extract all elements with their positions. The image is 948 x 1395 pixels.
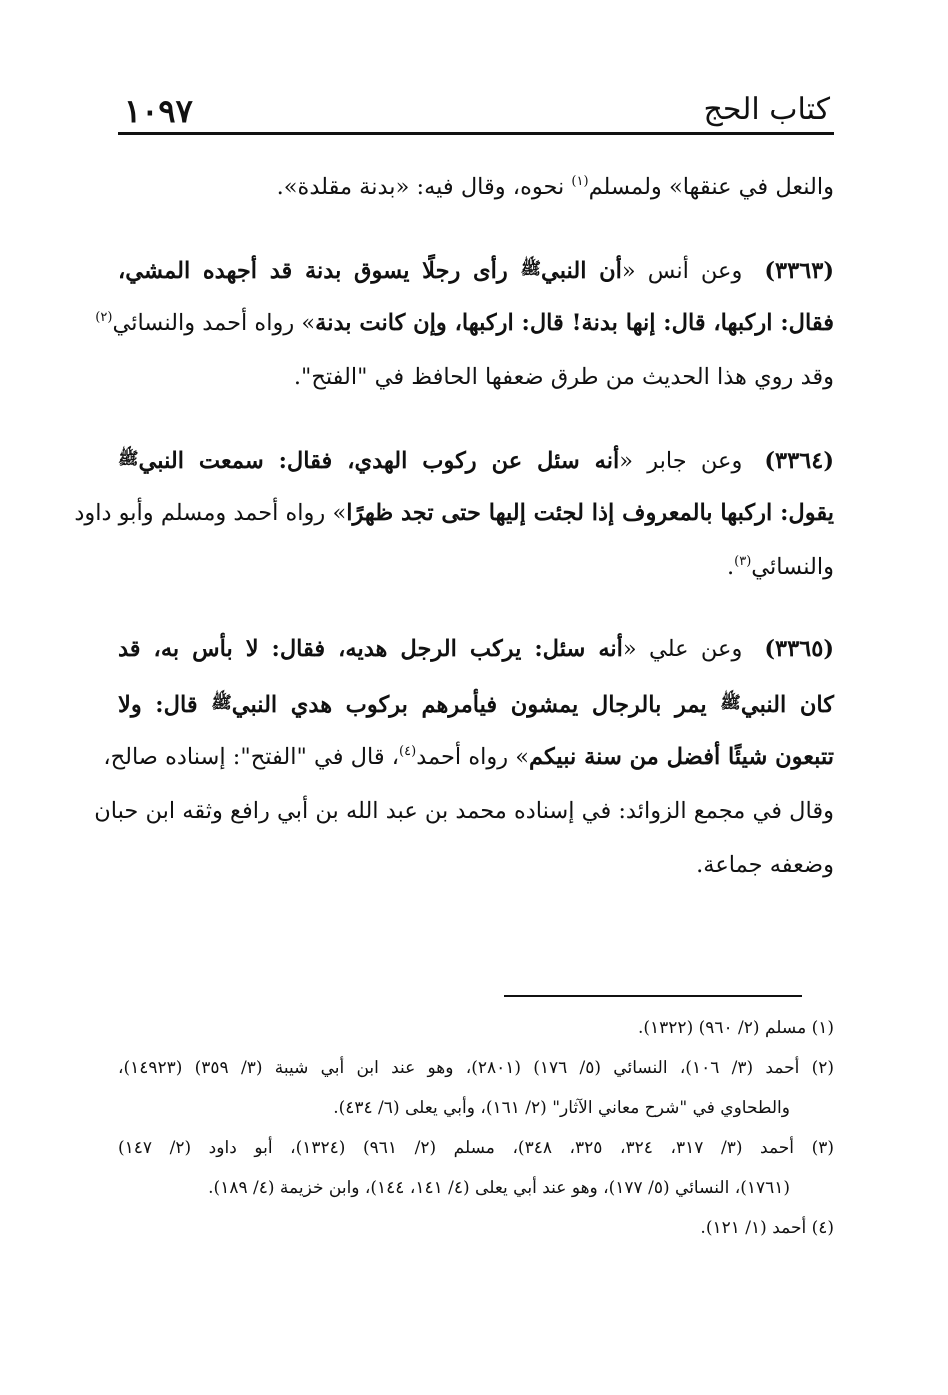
footnote-line: (١) مسلم (٢/ ٩٦٠) (١٣٢٢). [637,1018,834,1038]
hadith-paragraph [74,432,834,594]
text-line [74,486,834,540]
hadith-quote-text: رأى رجلًا يسوق بدنة قد أجهده المشي، [118,258,521,284]
footnote-line: والطحاوي في "شرح معاني الآثار" (٢/ ١٦١)، وأبي يعلى (٦/ ٤٣٤). [333,1098,790,1118]
running-header [118,88,834,136]
footnote-line: (٢) أحمد (٣/ ١٠٦)، النسائي (٥/ ١٧٦) (٢٨٠١)، وهو عند ابن أبي شيبة (٣/ ٣٥٩) (١٤٩٢٣)، [118,1058,835,1078]
paragraph-gap [118,214,834,242]
narration-text: وعن جابر « [619,448,743,474]
narration-text: وعن علي « [622,636,743,662]
hadith-number: (٣٣٦٣) [764,258,834,284]
hadith-quote-text: فقال: اركبها، قال: إنها بدنة! قال: اركبها، وإن كانت بدنة [315,310,834,336]
text-line [94,784,834,838]
hadith-quote-text: يمر بالرجال يمشون فيأمرهم بركوب هدي النبي [231,692,721,718]
salawat-ligature: ﷺ [720,693,741,713]
page-number: ١٠٩٧ [124,92,193,130]
hadith-quote-text: كان النبي [740,692,834,718]
footnote-line: (١٧٦١)، النسائي (٥/ ١٧٧)، وهو عند أبي يعلى (٤/ ١٤١، ١٤٤)، وابن خزيمة (٤/ ١٨٩). [208,1178,790,1198]
text-line [103,730,834,784]
footnotes [118,1008,834,1248]
text-line [118,242,834,296]
paragraph-gap [118,404,834,432]
footnote-marker: (٤) [399,744,417,759]
paragraph-gap [118,594,834,622]
chapter-title: كتاب الحج [703,92,830,127]
narration-text: » رواه أحمد والنسائي [112,310,316,336]
narration-text: . [726,554,735,580]
salawat-ligature: ﷺ [211,693,232,713]
text-line [118,838,834,892]
text-line [118,540,834,594]
narration-text: نحوه، وقال فيه: «بدنة مقلدة». [276,174,572,200]
narration-text: » رواه أحمد [416,744,530,770]
narration-text: وضعفه جماعة. [696,852,834,878]
narration-text: والنعل في عنقها» ولمسلم [588,174,834,200]
footnote-separator [504,995,802,997]
narration-text: وقال في مجمع الزوائد: في إسناده محمد بن عبد الله بن أبي رافع وثقه ابن حبان [94,798,834,824]
footnote-line: (٤) أحمد (١/ ١٢١). [700,1218,834,1238]
footnote-marker: (٣) [734,554,752,569]
hadith-quote-text: قال: ولا [118,692,212,718]
narration-text: وقد روي هذا الحديث من طرق ضعفها الحافظ في "الفتح". [293,364,834,390]
text-line [95,296,834,350]
narration-text: ، قال في "الفتح": إسناده صالح، [103,744,400,770]
hadith-paragraph [95,242,834,404]
narration-text: » رواه أحمد ومسلم وأبو داود [74,500,347,526]
hadith-quote-text: أن النبي [541,258,622,284]
text-line [118,622,834,676]
book-page [74,0,835,1395]
hadith-number: (٣٣٦٤) [764,448,834,474]
hadith-quote-text: يقول: اركبها بالمعروف إذا لجئت إليها حتى تجد ظهرًا [346,500,834,526]
footnote-marker: (١) [571,174,589,189]
hadith-number: (٣٣٦٥) [764,636,834,662]
hadith-paragraph [94,622,834,892]
main-text [74,160,834,892]
text-line [118,432,834,486]
hadith-quote-text: تتبعون شيئًا أفضل من سنة نبيكم [529,744,834,770]
salawat-ligature: ﷺ [118,449,139,469]
narration-text: وعن أنس « [621,258,743,284]
text-line [118,676,834,730]
footnote-marker: (٢) [95,310,113,325]
header-rule [118,132,834,135]
salawat-ligature: ﷺ [520,259,542,279]
text-line [118,160,834,214]
hadith-quote-text: أنه سئل: يركب الرجل هديه، فقال: لا بأس به، قد [118,636,623,662]
footnote-line: (٣) أحمد (٣/ ٣١٧، ٣٢٤، ٣٢٥، ٣٤٨)، مسلم (٢/ ٩٦١) (١٣٢٤)، أبو داود (٢/ ١٤٧) [118,1138,834,1158]
hadith-paragraph [118,160,834,214]
hadith-quote-text: أنه سئل عن ركوب الهدي، فقال: سمعت النبي [138,448,620,474]
narration-text: والنسائي [751,554,834,580]
text-line [118,350,834,404]
